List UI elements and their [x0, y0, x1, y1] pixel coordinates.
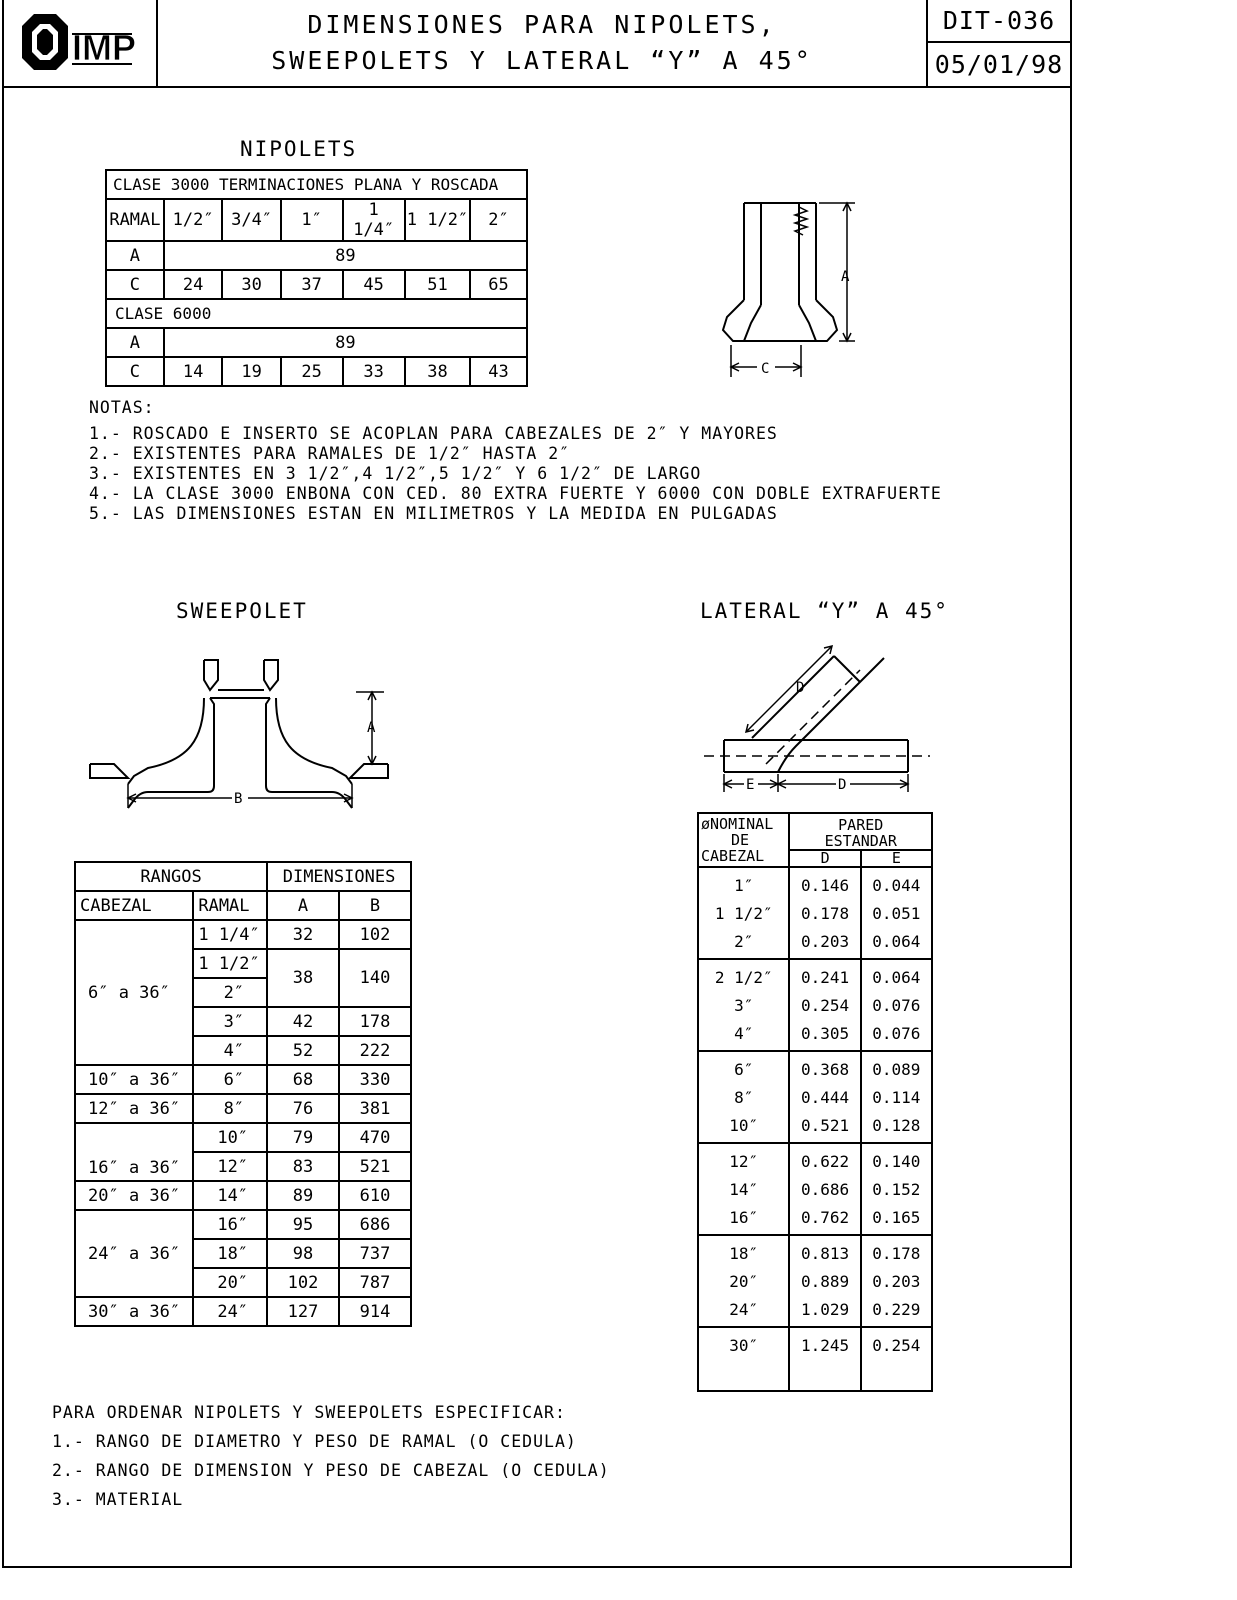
ramal-size: 3″ — [193, 1007, 267, 1036]
wall-d-cell — [789, 1327, 860, 1391]
c-value: 14 — [164, 357, 222, 386]
cabezal-range: 20″ a 36″ — [75, 1181, 193, 1210]
dim-b: 102 — [339, 920, 411, 949]
header-nominal — [698, 813, 789, 867]
header-a: A — [267, 891, 339, 920]
dim-a: 102 — [267, 1268, 339, 1297]
notes-block — [89, 398, 942, 524]
dim-b: 610 — [339, 1181, 411, 1210]
wall-e-value: 0.178 — [872, 1244, 921, 1263]
doc-title-line2: SWEEPOLETS Y LATERAL “Y” A 45° — [271, 46, 813, 75]
dim-a: 98 — [267, 1239, 339, 1268]
title-block — [2, 0, 1072, 88]
ramal-label: RAMAL — [106, 199, 164, 241]
wall-e-value: 0.203 — [872, 1272, 921, 1291]
ordering-block — [52, 1398, 610, 1514]
wall-d-value: 1.245 — [801, 1336, 850, 1355]
wall-e-value: 0.076 — [872, 996, 921, 1015]
size-cell: 1 1/4″ — [343, 199, 405, 241]
c-value: 45 — [343, 270, 405, 299]
c-value: 43 — [470, 357, 527, 386]
ramal-size: 24″ — [193, 1297, 267, 1326]
header-nominal-1: øNOMINAL — [701, 815, 774, 833]
wall-e-value: 0.229 — [872, 1300, 921, 1319]
cabezal-range: 16″ a 36″ — [75, 1123, 193, 1181]
ramal-size: 14″ — [193, 1181, 267, 1210]
note-item: 3.- EXISTENTES EN 3 1/2″,4 1/2″,5 1/2″ Y 6 1/2″ DE LARGO — [89, 464, 702, 483]
wall-e-value: 0.140 — [872, 1152, 921, 1171]
ordering-item: 3.- MATERIAL — [52, 1490, 184, 1509]
nominal-size-cell — [698, 1327, 789, 1391]
dim-b: 140 — [339, 949, 411, 1007]
dim-a: 127 — [267, 1297, 339, 1326]
header-pared-1: PARED — [838, 815, 884, 834]
wall-e-value: 0.089 — [872, 1060, 921, 1079]
imp-logo — [16, 12, 136, 74]
lateral-dim-d: D — [796, 680, 805, 696]
row-c-label: C — [106, 270, 164, 299]
cabezal-range: 24″ a 36″ — [75, 1210, 193, 1297]
lateral-group-row — [698, 1051, 932, 1143]
dim-b: 737 — [339, 1239, 411, 1268]
ramal-size: 4″ — [193, 1036, 267, 1065]
wall-d-cell — [789, 1051, 860, 1143]
nominal-size: 1 1/2″ — [714, 904, 773, 923]
size-cell: 1/2″ — [164, 199, 222, 241]
ordering-item: 2.- RANGO DE DIMENSION Y PESO DE CABEZAL (O CEDULA) — [52, 1461, 610, 1480]
wall-d-value: 1.029 — [801, 1300, 850, 1319]
dim-a: 32 — [267, 920, 339, 949]
nominal-size-cell — [698, 1143, 789, 1235]
c-value: 19 — [222, 357, 280, 386]
lateral-group-row — [698, 1327, 932, 1391]
header-cabezal: CABEZAL — [75, 891, 193, 920]
logo-cell — [2, 0, 158, 86]
doc-date: 05/01/98 — [934, 50, 1064, 79]
wall-d-value: 0.368 — [801, 1060, 850, 1079]
notes-heading: NOTAS: — [89, 398, 155, 417]
wall-d-value: 0.146 — [801, 876, 850, 895]
cabezal-range: 6″ a 36″ — [75, 920, 193, 1065]
cabezal-range: 30″ a 36″ — [75, 1297, 193, 1326]
nominal-size-cell — [698, 1235, 789, 1327]
nominal-size: 30″ — [729, 1336, 759, 1355]
header-nominal-2: DE — [731, 831, 750, 849]
dim-b: 521 — [339, 1152, 411, 1181]
wall-d-value: 0.889 — [801, 1272, 850, 1291]
lateral-title: LATERAL “Y” A 45° — [700, 599, 949, 623]
c-value: 25 — [281, 357, 343, 386]
c-value: 37 — [281, 270, 343, 299]
c-value: 51 — [405, 270, 470, 299]
wall-d-value: 0.686 — [801, 1180, 850, 1199]
nominal-size: 4″ — [734, 1024, 754, 1043]
note-item: 4.- LA CLASE 3000 ENBONA CON CED. 80 EXTRA FUERTE Y 6000 CON DOBLE EXTRAFUERTE — [89, 484, 942, 503]
wall-d-cell — [789, 1235, 860, 1327]
nominal-size-cell — [698, 959, 789, 1051]
dim-b: 914 — [339, 1297, 411, 1326]
logo-text: IMP — [72, 27, 137, 68]
nominal-size: 12″ — [729, 1152, 759, 1171]
c-value: 24 — [164, 270, 222, 299]
dim-b: 330 — [339, 1065, 411, 1094]
header-e: E — [861, 850, 932, 867]
ramal-size: 12″ — [193, 1152, 267, 1181]
lateral-group-row — [698, 1235, 932, 1327]
nominal-size-cell — [698, 1051, 789, 1143]
nominal-size: 8″ — [734, 1088, 754, 1107]
nominal-size: 2″ — [734, 932, 754, 951]
wall-d-value: 0.762 — [801, 1208, 850, 1227]
header-d: D — [789, 850, 860, 867]
wall-e-value: 0.114 — [872, 1088, 921, 1107]
row-c-label: C — [106, 357, 164, 386]
wall-d-value: 0.444 — [801, 1088, 850, 1107]
cabezal-range: 12″ a 36″ — [75, 1094, 193, 1123]
wall-d-cell — [789, 959, 860, 1051]
wall-e-value: 0.051 — [872, 904, 921, 923]
size-cell: 1″ — [281, 199, 343, 241]
sweepolet-table — [74, 861, 412, 1327]
doc-title-line1: DIMENSIONES PARA NIPOLETS, — [307, 10, 777, 39]
lateral-drawing — [700, 640, 940, 800]
nominal-size: 3″ — [734, 996, 754, 1015]
size-cell: 3/4″ — [222, 199, 280, 241]
wall-e-value: 0.152 — [872, 1180, 921, 1199]
dim-b: 178 — [339, 1007, 411, 1036]
dim-b: 470 — [339, 1123, 411, 1152]
dim-a: 38 — [267, 949, 339, 1007]
wall-e-cell — [861, 1327, 932, 1391]
header-rangos: RANGOS — [75, 862, 267, 891]
wall-d-value: 0.521 — [801, 1116, 850, 1135]
dim-a: 83 — [267, 1152, 339, 1181]
clase-3000-a-value: 89 — [164, 241, 527, 270]
nominal-size: 16″ — [729, 1208, 759, 1227]
wall-e-cell — [861, 959, 932, 1051]
c-value: 38 — [405, 357, 470, 386]
dim-a: 95 — [267, 1210, 339, 1239]
nominal-size: 18″ — [729, 1244, 759, 1263]
c-value: 30 — [222, 270, 280, 299]
clase-6000-a-value: 89 — [164, 328, 527, 357]
ordering-item: 1.- RANGO DE DIAMETRO Y PESO DE RAMAL (O CEDULA) — [52, 1432, 577, 1451]
nominal-size: 2 1/2″ — [714, 968, 773, 987]
dim-a: 76 — [267, 1094, 339, 1123]
dim-a: 79 — [267, 1123, 339, 1152]
dim-a: 52 — [267, 1036, 339, 1065]
wall-d-value: 0.813 — [801, 1244, 850, 1263]
header-dimensiones: DIMENSIONES — [267, 862, 411, 891]
ramal-size: 18″ — [193, 1239, 267, 1268]
ramal-size: 20″ — [193, 1268, 267, 1297]
row-a-label: A — [106, 328, 164, 357]
wall-e-value: 0.254 — [872, 1336, 921, 1355]
dim-b: 222 — [339, 1036, 411, 1065]
nipolets-table — [105, 169, 528, 387]
note-item: 2.- EXISTENTES PARA RAMALES DE 1/2″ HASTA 2″ — [89, 444, 571, 463]
note-item: 5.- LAS DIMENSIONES ESTAN EN MILIMETROS Y LA MEDIDA EN PULGADAS — [89, 504, 778, 523]
dim-b: 787 — [339, 1268, 411, 1297]
nipolet-drawing — [715, 195, 885, 385]
dim-a: 68 — [267, 1065, 339, 1094]
dim-b: 381 — [339, 1094, 411, 1123]
header-pared-2: ESTANDAR — [824, 831, 897, 850]
header-ramal: RAMAL — [193, 891, 267, 920]
wall-e-value: 0.044 — [872, 876, 921, 895]
nipolets-title: NIPOLETS — [240, 137, 358, 161]
dim-b: 686 — [339, 1210, 411, 1239]
lateral-table — [697, 812, 933, 1392]
wall-e-cell — [861, 1051, 932, 1143]
wall-e-cell — [861, 867, 932, 959]
nipolet-dim-c: C — [761, 361, 770, 377]
nominal-size: 24″ — [729, 1300, 759, 1319]
nominal-size: 14″ — [729, 1180, 759, 1199]
wall-d-value: 0.241 — [801, 968, 850, 987]
nominal-size-cell — [698, 867, 789, 959]
nominal-size: 6″ — [734, 1060, 754, 1079]
clase-3000-label: CLASE 3000 TERMINACIONES PLANA Y ROSCADA — [106, 170, 527, 199]
wall-d-cell — [789, 1143, 860, 1235]
sweepolet-title: SWEEPOLET — [176, 599, 308, 623]
size-cell: 1 1/2″ — [405, 199, 470, 241]
ramal-size: 6″ — [193, 1065, 267, 1094]
lateral-group-row — [698, 867, 932, 959]
cabezal-range: 10″ a 36″ — [75, 1065, 193, 1094]
note-item: 1.- ROSCADO E INSERTO SE ACOPLAN PARA CABEZALES DE 2″ Y MAYORES — [89, 424, 778, 443]
nipolet-dim-a: A — [841, 269, 850, 285]
title-cell — [158, 0, 928, 86]
nominal-size: 10″ — [729, 1116, 759, 1135]
sweepolet-drawing — [88, 660, 408, 830]
wall-d-cell — [789, 867, 860, 959]
doc-code: DIT-036 — [928, 0, 1070, 43]
wall-e-value: 0.165 — [872, 1208, 921, 1227]
wall-e-value: 0.064 — [872, 968, 921, 987]
ramal-size: 1 1/2″ — [193, 949, 267, 978]
lateral-group-row — [698, 1143, 932, 1235]
dim-a: 89 — [267, 1181, 339, 1210]
nominal-size: 1″ — [734, 876, 754, 895]
wall-e-value: 0.076 — [872, 1024, 921, 1043]
nominal-size: 20″ — [729, 1272, 759, 1291]
clase-6000-label: CLASE 6000 — [106, 299, 527, 328]
ramal-size: 10″ — [193, 1123, 267, 1152]
wall-e-value: 0.128 — [872, 1116, 921, 1135]
wall-e-cell — [861, 1235, 932, 1327]
ramal-size: 16″ — [193, 1210, 267, 1239]
ramal-size: 2″ — [193, 978, 267, 1007]
c-value: 33 — [343, 357, 405, 386]
header-pared — [789, 813, 932, 850]
wall-d-value: 0.305 — [801, 1024, 850, 1043]
ordering-heading: PARA ORDENAR NIPOLETS Y SWEEPOLETS ESPECIFICAR: — [52, 1403, 566, 1422]
lateral-dim-e: E — [746, 777, 755, 793]
row-a-label: A — [106, 241, 164, 270]
wall-e-cell — [861, 1143, 932, 1235]
lateral-group-row — [698, 959, 932, 1051]
header-nominal-3: CABEZAL — [701, 847, 765, 865]
lateral-dim-d2: D — [838, 777, 847, 793]
sweepolet-dim-b: B — [234, 791, 243, 807]
c-value: 65 — [470, 270, 527, 299]
size-cell: 2″ — [470, 199, 527, 241]
ramal-size: 8″ — [193, 1094, 267, 1123]
wall-d-value: 0.622 — [801, 1152, 850, 1171]
wall-d-value: 0.203 — [801, 932, 850, 951]
sweepolet-dim-a: A — [367, 720, 376, 736]
wall-d-value: 0.178 — [801, 904, 850, 923]
header-b: B — [339, 891, 411, 920]
wall-d-value: 0.254 — [801, 996, 850, 1015]
ramal-size: 1 1/4″ — [193, 920, 267, 949]
dim-a: 42 — [267, 1007, 339, 1036]
wall-e-value: 0.064 — [872, 932, 921, 951]
